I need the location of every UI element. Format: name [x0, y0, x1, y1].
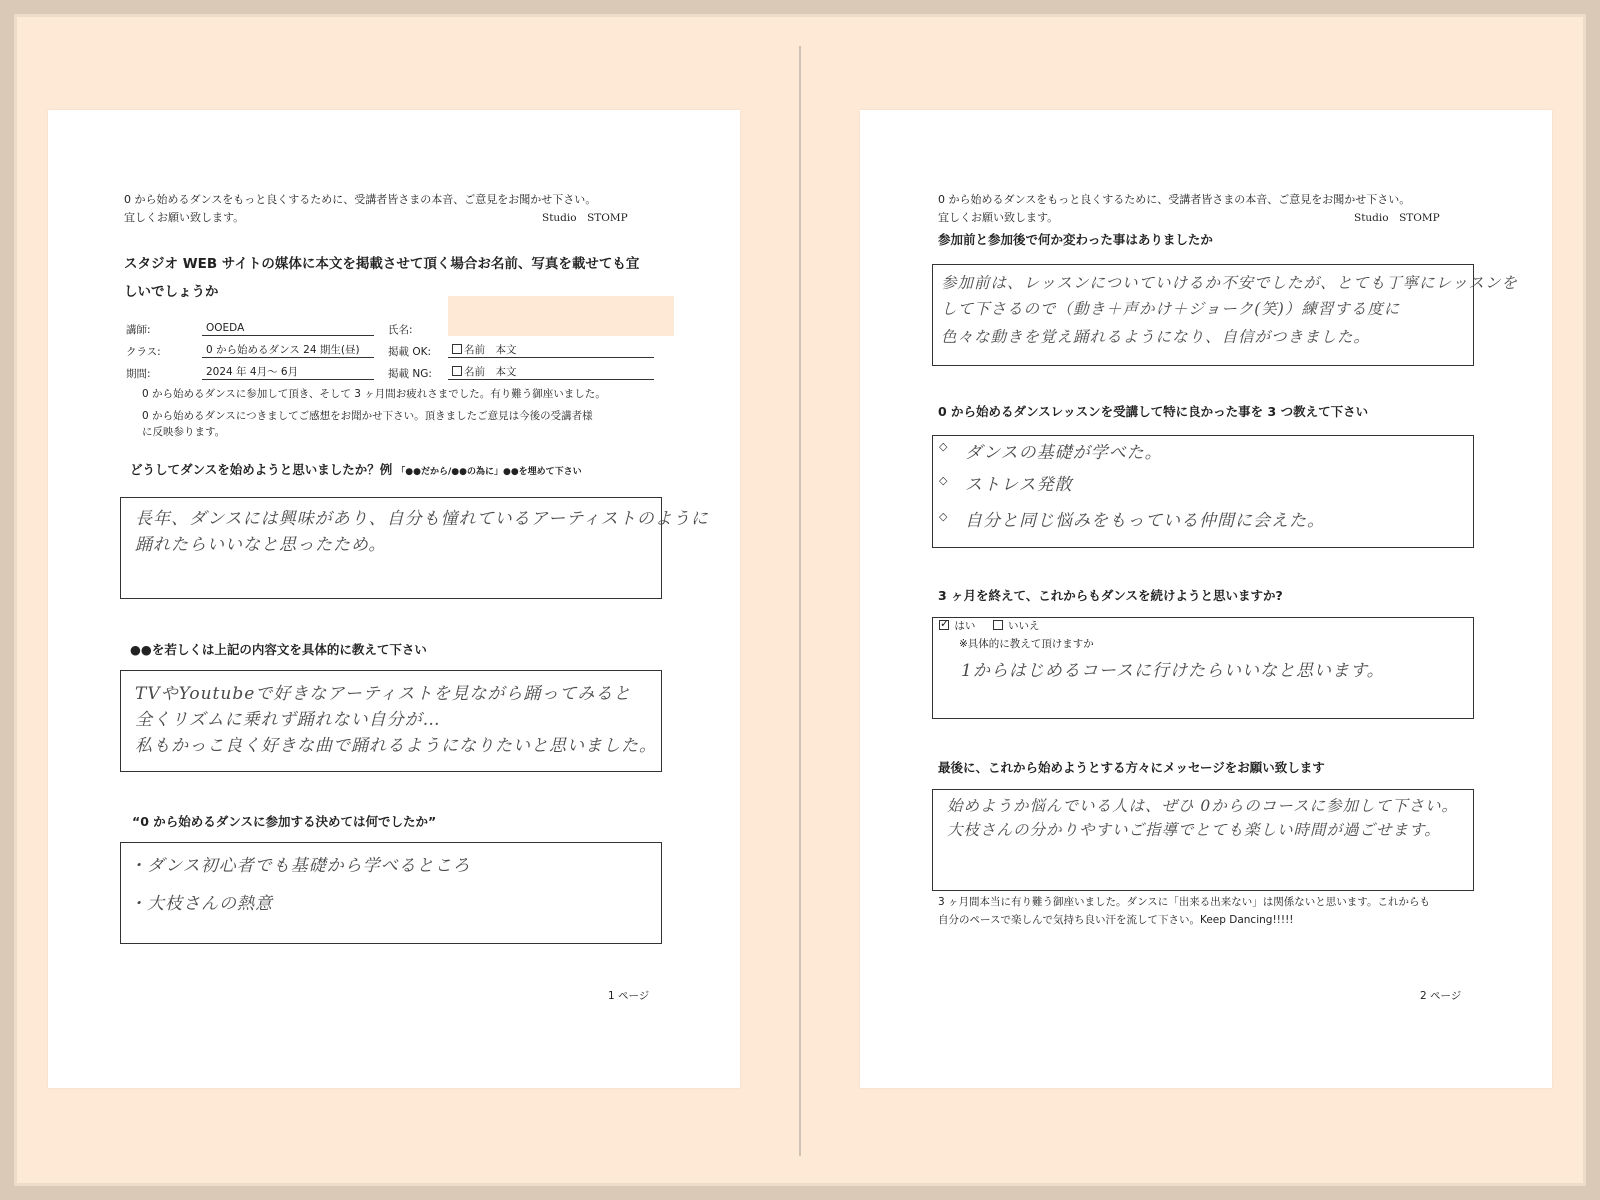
q1-example: 「●●だから/●●の為に」●●を埋めて下さい [396, 467, 582, 477]
q4-answer-line-3: 色々な動きを覚え踊れるようになり、自信がつきました。 [941, 328, 1371, 346]
q7-answer-box [932, 789, 1474, 891]
q5-item-2: ストレス発散 [965, 475, 1073, 495]
q6-note: ※具体的に教えて頂けますか [959, 638, 1094, 650]
q4-title: 参加前と参加後で何か変わった事はありましたか [938, 232, 1213, 247]
q7-answer-line-1: 始めようか悩んでいる人は、ぜひ 0からのコースに参加して下さい。 [947, 797, 1459, 815]
page-number-1: 1 ページ [608, 990, 650, 1002]
instructor-value: OOEDA [202, 320, 374, 336]
intro-line-2-p2: 宜しくお願い致します。 [938, 211, 1059, 224]
q1-answer-line-1: 長年、ダンスには興味があり、自分も憧れているアーティストのように [135, 509, 709, 529]
instructor-label: 講師: [126, 324, 151, 336]
intro-line-1: 0 から始めるダンスをもっと良くするために、受講者皆さまの本音、ご意見をお聞かせ下さい。 [124, 193, 597, 206]
greeting-2a: 0 から始めるダンスにつきましてご感想をお聞かせ下さい。頂きましたご意見は今後の受講者様 [142, 410, 593, 422]
ok-name-checkbox[interactable] [452, 344, 462, 354]
greeting-1: 0 から始めるダンスに参加して頂き、そして 3 ヶ月間お疲れさまでした。有り難う御座いました。 [142, 388, 606, 400]
name-label: 氏名: [388, 324, 413, 336]
q7-title: 最後に、これから始めようとする方々にメッセージをお願い致します [938, 760, 1325, 775]
ok-label: 掲載 OK: [388, 346, 432, 358]
q2-answer-line-2: 全くリズムに乗れず踊れない自分が… [135, 710, 441, 730]
q3-answer-line-2: ・大枝さんの熱意 [129, 894, 273, 914]
class-value: 0 から始めるダンス 24 期生(昼) [202, 342, 374, 358]
q2-answer-box [120, 670, 662, 772]
check-mark-icon: ✓ [940, 617, 950, 630]
q5-answer-box [932, 435, 1474, 548]
q5-item-3: 自分と同じ悩みをもっている仲間に会えた。 [965, 511, 1325, 531]
q1-title-text: どうしてダンスを始めようと思いましたか？例 [130, 462, 393, 477]
ng-name-checkbox[interactable] [452, 366, 462, 376]
studio-name: Studio STOMP [542, 212, 628, 224]
intro-line-2: 宜しくお願い致します。 [124, 211, 245, 224]
ok-options-text: 名前 本文 [464, 344, 517, 356]
q2-answer-line-1: TVやYoutubeで好きなアーティストを見ながら踊ってみると [135, 684, 632, 704]
q6-title: 3 ヶ月を終えて、これからもダンスを続けようと思いますか? [938, 588, 1283, 603]
q3-answer-box [120, 842, 662, 944]
q4-answer-box [932, 264, 1518, 366]
greeting-2b: に反映参ります。 [142, 426, 226, 438]
web-question-line-2: しいでしょうか [124, 284, 219, 300]
q1-answer-line-2: 踊れたらいいなと思ったため。 [135, 535, 387, 555]
q1-answer-box [120, 497, 709, 599]
q2-answer-line-3: 私もかっこ良く好きな曲で踊れるようになりたいと思いました。 [135, 736, 657, 756]
q3-answer-line-1: ・ダンス初心者でも基礎から学べるところ [129, 856, 471, 876]
q5-item-1: ダンスの基礎が学べた。 [965, 443, 1163, 463]
q5-bullet-2: ◇ [939, 474, 948, 487]
q7-answer-line-2: 大枝さんの分かりやすいご指導でとても楽しい時間が過ごせます。 [947, 821, 1441, 839]
q6-answer: 1からはじめるコースに行けたらいいなと思います。 [961, 661, 1385, 681]
closing-line-1: 3 ヶ月間本当に有り難う御座いました。ダンスに「出来る出来ない」は関係ないと思います。これからも [938, 896, 1430, 908]
q1-title [130, 460, 582, 478]
redacted-name [448, 296, 674, 336]
survey-page-1 [48, 110, 740, 1088]
ng-options [448, 364, 654, 380]
q6-no-checkbox[interactable] [993, 620, 1003, 630]
ng-label: 掲載 NG: [388, 368, 432, 380]
period-value: 2024 年 4月～ 6月 [202, 364, 374, 380]
class-label: クラス: [126, 346, 161, 358]
q5-bullet-1: ◇ [939, 440, 948, 453]
q5-title: 0 から始めるダンスレッスンを受講して特に良かった事を 3 つ教えて下さい [938, 404, 1369, 419]
intro-line-1-p2: 0 から始めるダンスをもっと良くするために、受講者皆さまの本音、ご意見をお聞かせ下さい。 [938, 193, 1411, 206]
q6-yes-checkbox[interactable] [939, 617, 950, 630]
ok-options [448, 342, 654, 358]
survey-page-2 [860, 110, 1552, 1088]
q3-title: “0 から始めるダンスに参加する決めては何でしたか” [132, 814, 437, 829]
q6-no-label: いいえ [1008, 620, 1040, 632]
q4-answer-line-2: して下さるので（動き＋声かけ＋ジョーク(笑)）練習する度に [941, 300, 1401, 318]
closing-line-2: 自分のペースで楽しんで気持ち良い汗を流して下さい。Keep Dancing!!!!! [938, 914, 1294, 926]
page-divider [799, 46, 801, 1156]
q6-options [939, 618, 1040, 635]
q2-title: ●●を若しくは上記の内容文を具体的に教えて下さい [130, 642, 427, 657]
web-question-line-1: スタジオ WEB サイトの媒体に本文を掲載させて頂く場合お名前、写真を載せても宜 [124, 256, 640, 272]
q4-answer-line-1: 参加前は、レッスンについていけるか不安でしたが、とても丁寧にレッスンを [941, 274, 1518, 292]
page-number-2: 2 ページ [1420, 990, 1462, 1002]
q6-yes-label: はい [954, 620, 976, 632]
q6-answer-box [932, 617, 1474, 719]
ng-options-text: 名前 本文 [464, 366, 517, 378]
q5-bullet-3: ◇ [939, 510, 948, 523]
period-label: 期間: [126, 368, 151, 380]
studio-name-p2: Studio STOMP [1354, 212, 1440, 224]
